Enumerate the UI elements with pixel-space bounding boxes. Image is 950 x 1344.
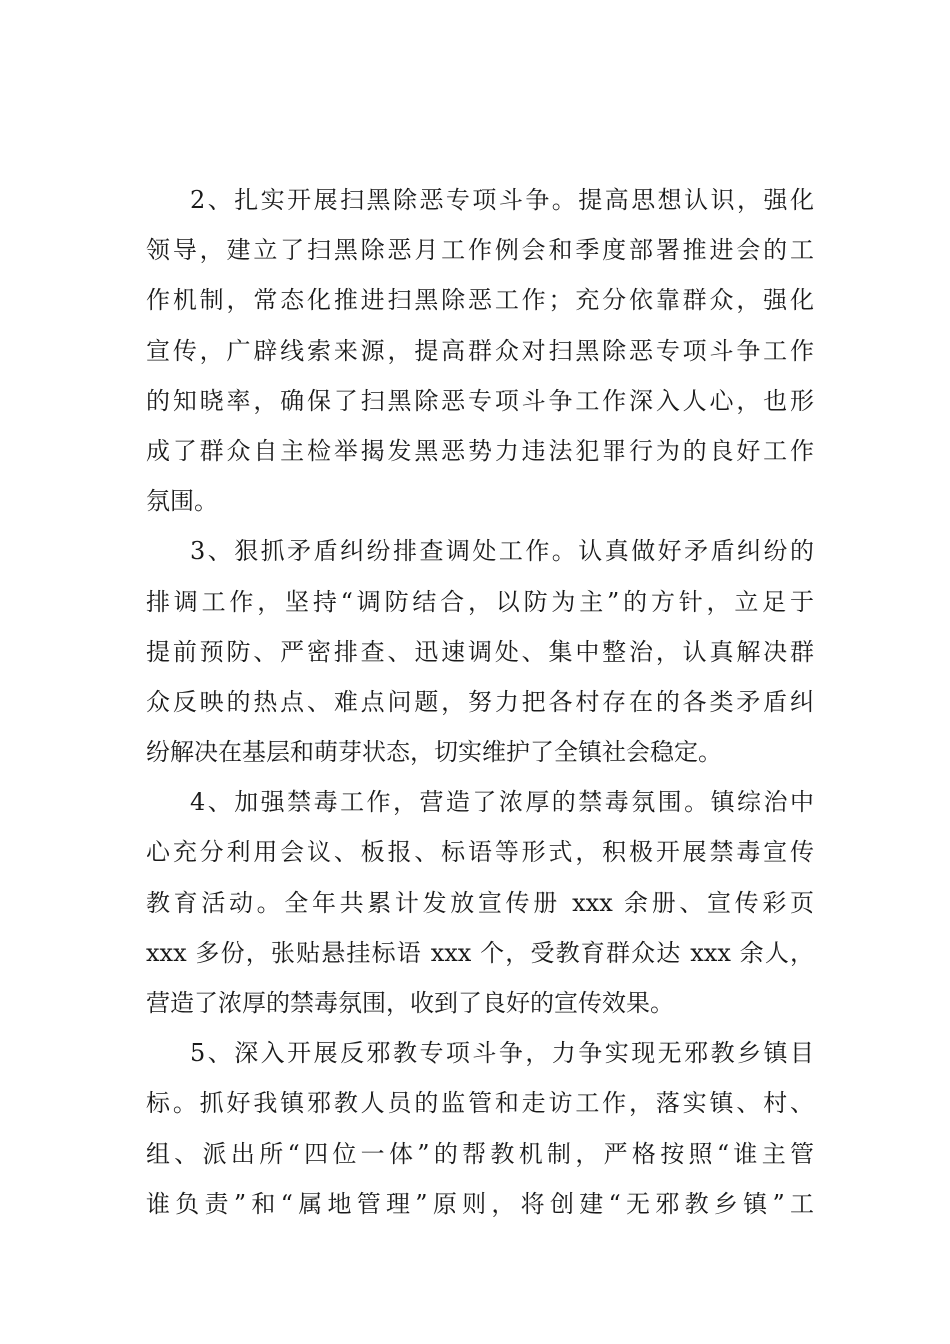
text-line: 5、深入开展反邪教专项斗争，力争实现无邪教乡镇目 — [190, 1039, 814, 1068]
document-body — [146, 175, 814, 1229]
text-line: 4、加强禁毒工作，营造了浓厚的禁毒氛围。镇综治中 — [190, 788, 814, 817]
paragraph-item-5 — [146, 1028, 814, 1229]
text-line: 提前预防、严密排查、迅速调处、集中整治，认真解决群 — [146, 637, 814, 666]
text-line: 成了群众自主检举揭发黑恶势力违法犯罪行为的良好工作 — [146, 436, 814, 465]
text-line: 的知晓率，确保了扫黑除恶专项斗争工作深入人心，也形 — [146, 386, 814, 415]
text-line: 标。抓好我镇邪教人员的监管和走访工作，落实镇、村、 — [146, 1089, 814, 1118]
text-line: 3、狠抓矛盾纠纷排查调处工作。认真做好矛盾纠纷的 — [190, 537, 814, 566]
text-line: 谁负责”和“属地管理”原则，将创建“无邪教乡镇”工 — [146, 1189, 814, 1218]
paragraph-item-4 — [146, 777, 814, 1028]
text-line: 纷解决在基层和萌芽状态，切实维护了全镇社会稳定。 — [146, 738, 722, 767]
text-line: 氛围。 — [146, 487, 218, 516]
text-line: 2、扎实开展扫黑除恶专项斗争。提高思想认识，强化 — [190, 186, 814, 214]
paragraph-item-3 — [146, 526, 814, 777]
text-line: 众反映的热点、难点问题，努力把各村存在的各类矛盾纠 — [146, 687, 814, 716]
text-line: 领导，建立了扫黑除恶月工作例会和季度部署推进会的工 — [146, 236, 814, 265]
text-line: 教育活动。全年共累计发放宣传册 xxx 余册、宣传彩页 — [146, 888, 814, 917]
text-line: 作机制，常态化推进扫黑除恶工作；充分依靠群众，强化 — [146, 286, 814, 315]
text-line: 排调工作，坚持“调防结合，以防为主”的方针，立足于 — [146, 587, 814, 616]
text-line: 组、派出所“四位一体”的帮教机制，严格按照“谁主管 — [146, 1139, 814, 1168]
text-line: 心充分利用会议、板报、标语等形式，积极开展禁毒宣传 — [146, 838, 814, 867]
text-line: 营造了浓厚的禁毒氛围，收到了良好的宣传效果。 — [146, 989, 674, 1017]
paragraph-item-2 — [146, 175, 814, 526]
text-line: 宣传，广辟线索来源，提高群众对扫黑除恶专项斗争工作 — [146, 336, 814, 365]
text-line: xxx 多份，张贴悬挂标语 xxx 个，受教育群众达 xxx 余人， — [146, 938, 814, 967]
